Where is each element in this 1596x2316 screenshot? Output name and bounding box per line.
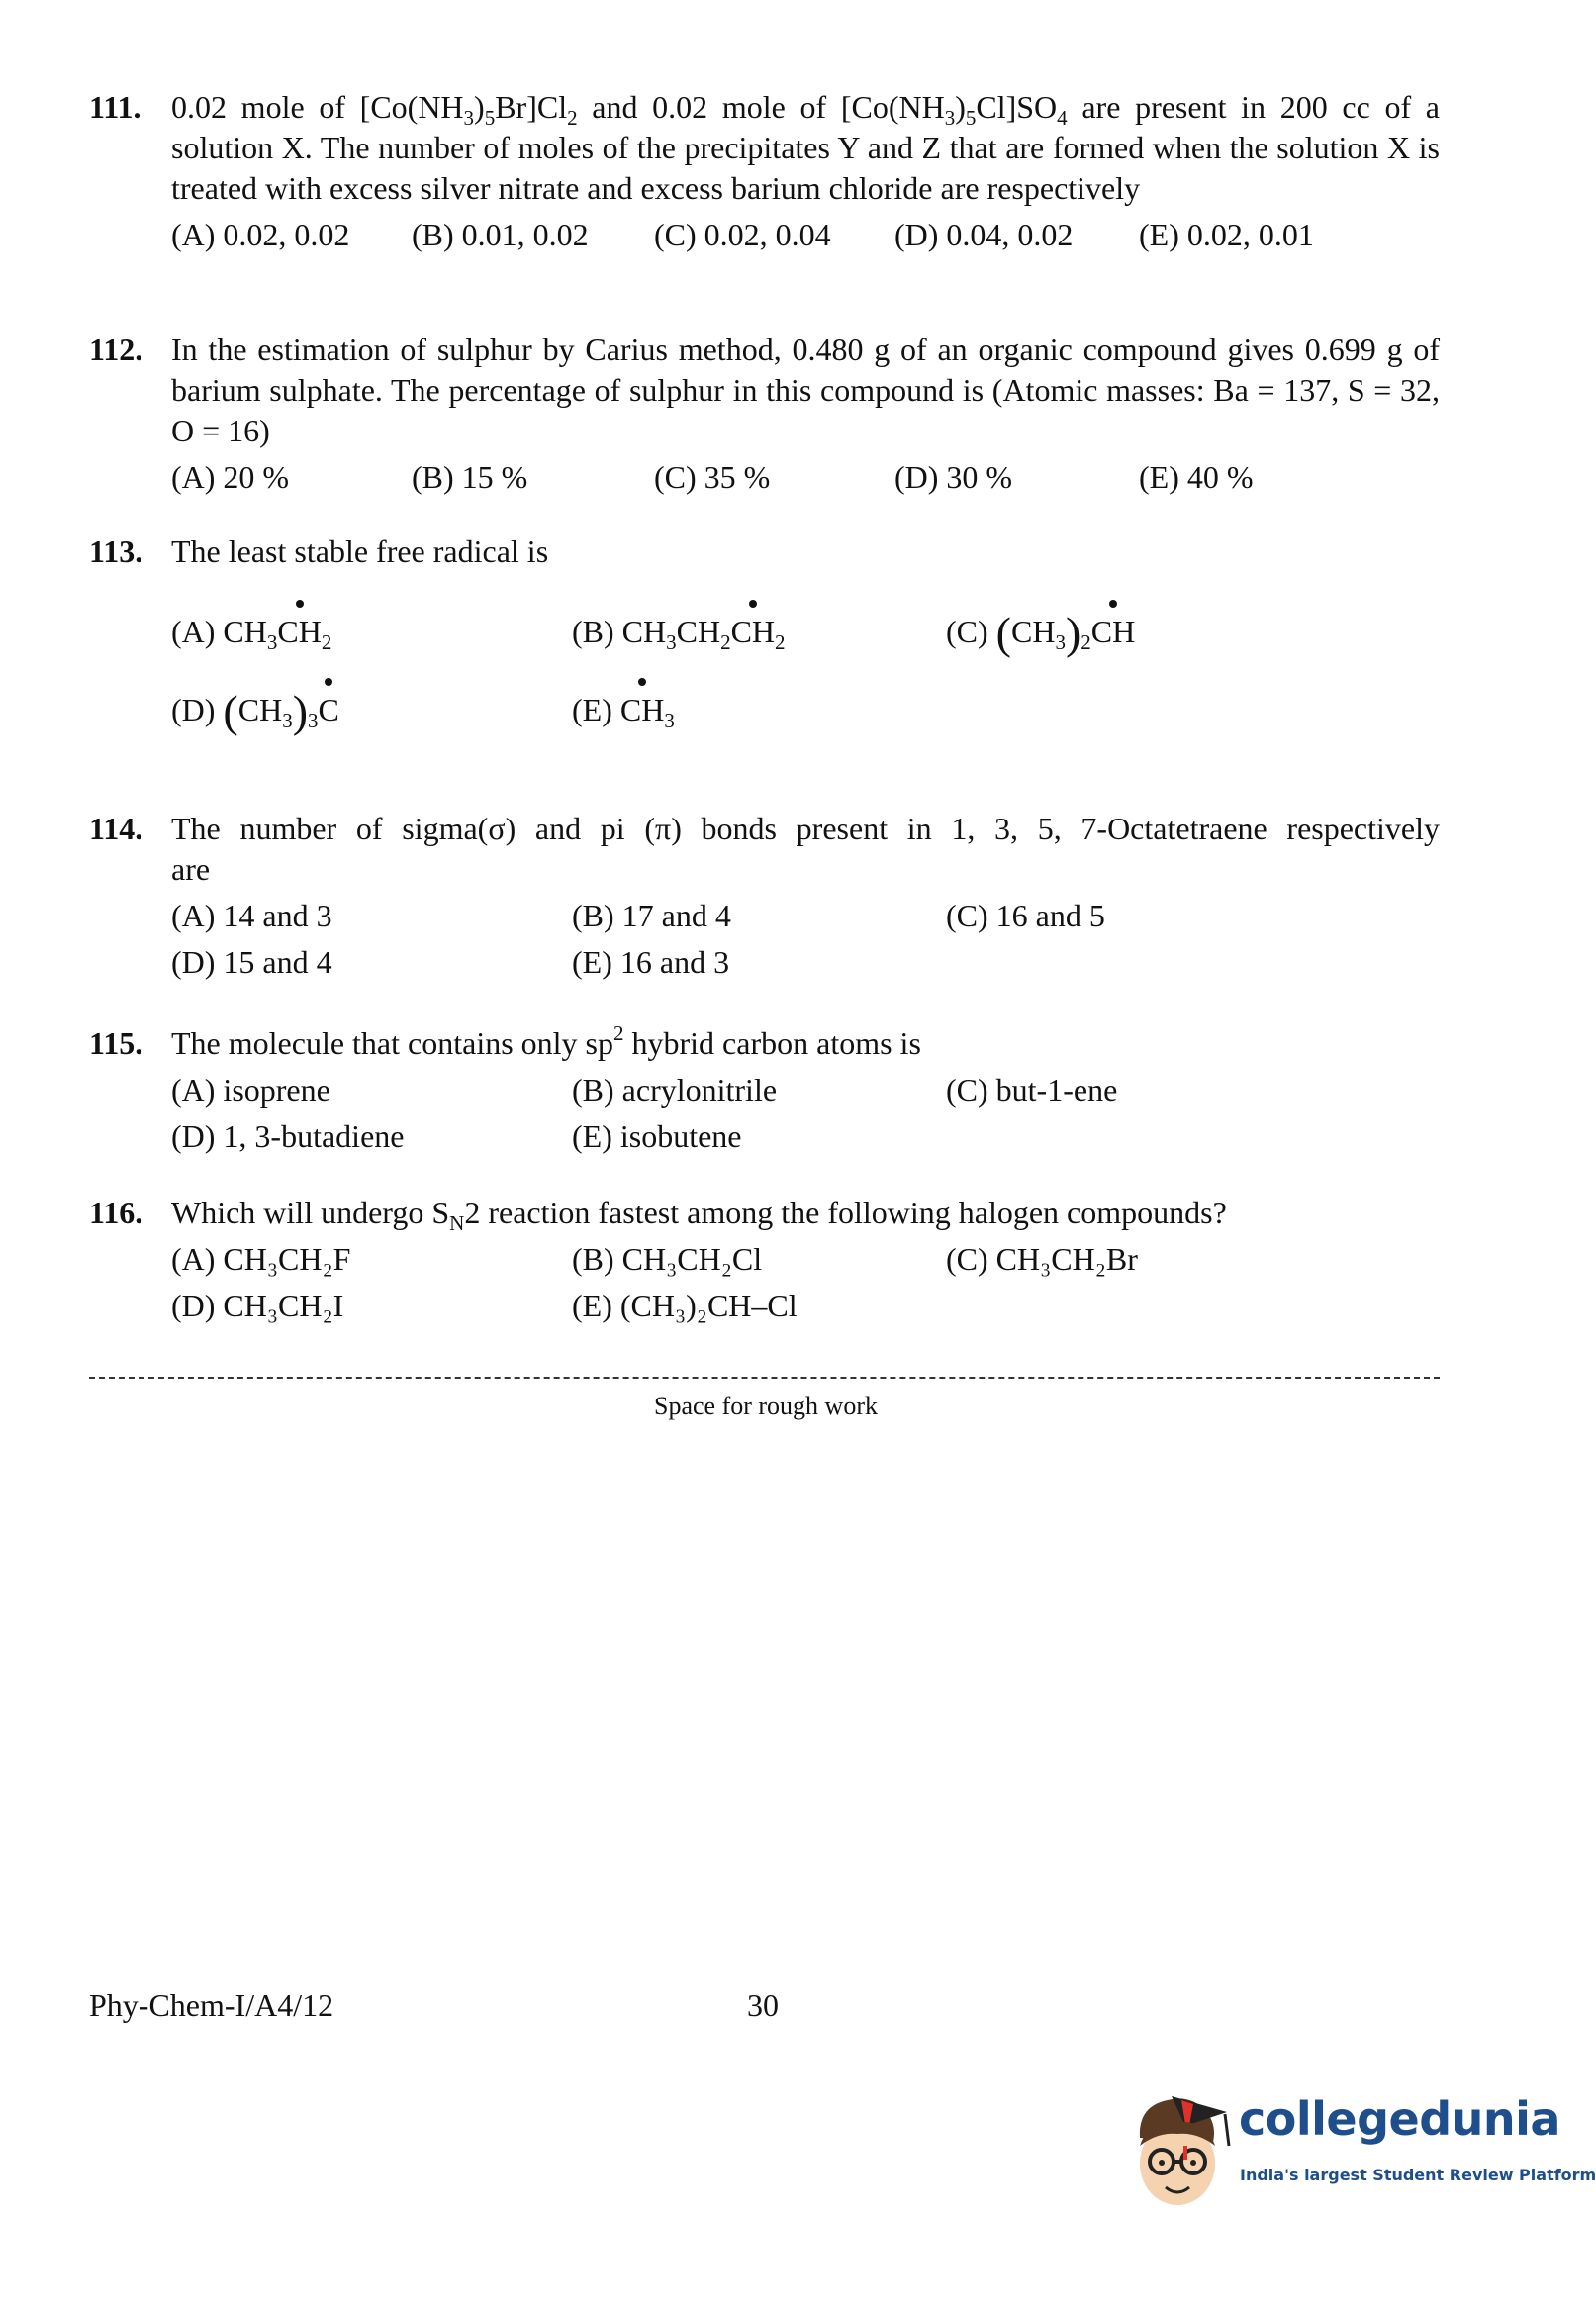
radical-dot: CH [731,612,775,652]
question-113 [89,531,1440,736]
question-111 [89,87,1440,255]
option-e: (E) 0.02, 0.01 [1139,217,1314,252]
rough-work-divider [89,1377,1440,1379]
page-number: 30 [747,1987,779,2023]
option-b: (B) 0.01, 0.02 [412,217,589,252]
option-e: (E) (CH₃)₂CH–Cl [572,1288,798,1323]
option-a: (A) $CH_3CH_2$ [171,614,332,654]
option-a: (A) CH₃CH₂F [171,1241,351,1277]
question-text: 0.02 mole of $[Co(NH_3)_5Br]Cl_2$ and 0.02 mole of $[Co(NH_3)_5Cl]SO_4$ are present in 200 cc of a solution X. The number of moles of the precipitates Y and Z that are formed when the solution X is treated with excess silver nitrate and excess barium chloride are respectively [171,89,1441,206]
paper-code: Phy-Chem-I/A4/12 [89,1987,334,2023]
logo-wordmark: collegedunia [1239,2092,1560,2146]
option-d: (D) 15 and 4 [171,944,332,980]
option-a: (A) isoprene [171,1072,330,1108]
answer-options [171,896,1440,983]
option-d: (D) 30 % [894,459,1013,495]
question-116 [89,1193,1440,1326]
radical-dot: CH [277,612,321,652]
question-number: 115. [89,1025,143,1061]
option-e: (E) $CH_3$ [572,692,675,732]
question-number: 111. [89,89,141,125]
option-c: (C) 35 % [654,459,771,495]
option-c: (C) 16 and 5 [946,898,1105,933]
answer-options [171,457,1440,498]
option-b: (B) acrylonitrile [572,1072,778,1108]
student-mascot-icon [1128,2076,1237,2225]
option-d: (D) 0.04, 0.02 [894,217,1074,252]
question-number: 116. [89,1195,143,1230]
option-e: (E) 40 % [1139,459,1254,495]
option-c: (C) CH₃CH₂Br [946,1241,1138,1277]
radical-dot: CH [1091,612,1135,652]
question-114 [89,809,1440,983]
option-a: (A) 20 % [171,459,290,495]
radical-options-row-1 [171,608,1440,658]
radical-dot: CH [620,690,664,730]
option-d: (D) 1, 3-butadiene [171,1118,405,1154]
option-e: (E) 16 and 3 [572,944,730,980]
option-b: (B) $CH_3CH_2CH_2$ [572,614,786,654]
option-c: (C) but-1-ene [946,1072,1118,1108]
option-b: (B) CH₃CH₂Cl [572,1241,763,1277]
question-number: 113. [89,533,143,569]
option-d: (D) CH₃CH₂I [171,1288,344,1323]
rough-work-label: Space for rough work [654,1392,878,1420]
option-c: (C) $(CH_3)_2CH$ [946,608,1136,658]
question-number: 112. [89,332,143,367]
option-b: (B) 15 % [412,459,528,495]
answer-options [171,215,1440,255]
option-a: (A) 0.02, 0.02 [171,217,350,252]
radical-dot: C [319,690,339,730]
collegedunia-logo [1128,2076,1596,2225]
answer-options [171,1070,1440,1157]
logo-tagline: India's largest Student Review Platform [1240,2166,1596,2184]
question-text: In the estimation of sulphur by Carius method, 0.480 g of an organic compound gives 0.699 g of barium sulphate. The percentage of sulphur in this compound is (Atomic masses: Ba = 137, S = 32, O = 16) [171,332,1440,448]
option-d: (D) $(CH_3)_3C$ [171,686,339,736]
option-a: (A) 14 and 3 [171,898,332,933]
question-115 [89,1023,1440,1157]
question-text: The number of sigma(σ) and pi (π) bonds present in 1, 3, 5, 7-Octatetraene respectively are [171,811,1440,887]
radical-options-row-2 [171,686,1440,736]
option-c: (C) 0.02, 0.04 [654,217,831,252]
option-e: (E) isobutene [572,1118,742,1154]
question-112 [89,330,1440,498]
question-text: The molecule that contains only $sp^2$ hybrid carbon atoms is [171,1021,921,1061]
question-text: The least stable free radical is [171,533,549,569]
question-text: Which will undergo $S_N2$ reaction fastest among the following halogen compounds? [171,1195,1227,1235]
option-b: (B) 17 and 4 [572,898,731,933]
question-number: 114. [89,811,143,846]
answer-options [171,1239,1440,1326]
